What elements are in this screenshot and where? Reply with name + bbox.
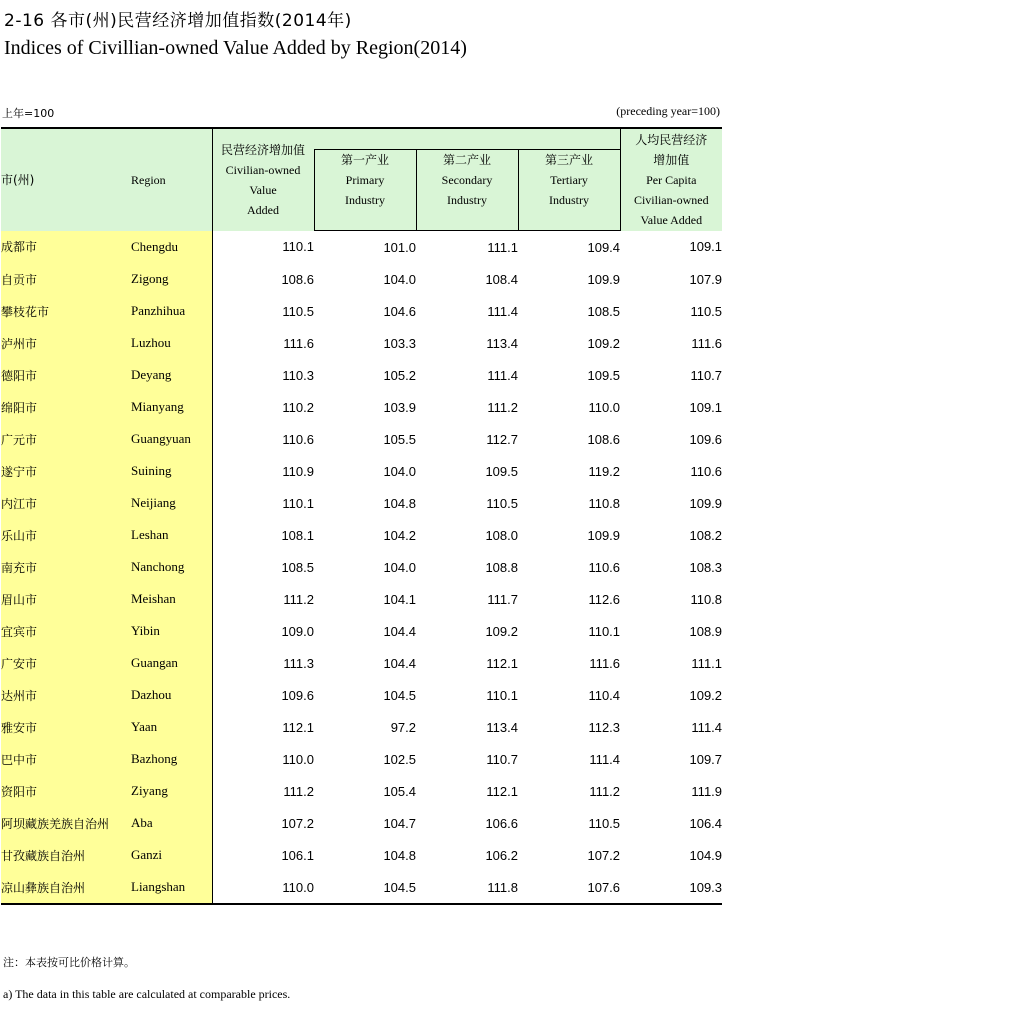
cell-tertiary: 110.6	[588, 559, 621, 575]
cell-tertiary: 109.9	[587, 271, 621, 287]
cell-secondary: 108.8	[485, 559, 518, 575]
cell-per-capita: 109.9	[689, 495, 723, 511]
table-row	[1, 327, 722, 359]
cell-region: Leshan	[131, 519, 212, 551]
cell-value-added: 111.2	[212, 583, 314, 615]
cell-secondary: 111.4	[487, 367, 518, 383]
cell-tertiary: 110.8	[588, 495, 621, 511]
cell-city: 遂宁市	[1, 455, 131, 487]
table-row	[1, 423, 722, 455]
cell-primary: 104.4	[383, 623, 416, 639]
cell-per-capita: 109.3	[620, 871, 722, 904]
cell-region: Luzhou	[131, 327, 212, 359]
cell-value-added: 108.1	[212, 519, 314, 551]
cell-tertiary: 109.5	[587, 367, 621, 383]
header-secondary: 第二产业 Secondary Industry	[416, 150, 518, 231]
header-value-added: 民营经济增加值 Civilian-owned Value Added	[212, 128, 314, 231]
cell-city: 南充市	[1, 551, 131, 583]
cell-secondary: 109.2	[485, 623, 518, 639]
cell-city: 广元市	[1, 423, 131, 455]
cell-city: 凉山彝族自治州	[1, 871, 131, 904]
cell-per-capita: 108.9	[689, 623, 723, 639]
cell-city: 资阳市	[1, 775, 131, 807]
cell-value-added: 110.3	[212, 359, 314, 391]
cell-secondary: 110.7	[486, 751, 518, 767]
cell-per-capita: 111.4	[691, 719, 723, 735]
cell-secondary: 112.1	[486, 655, 518, 671]
cell-secondary: 106.6	[485, 815, 518, 831]
cell-tertiary: 109.2	[587, 335, 621, 351]
table-row	[1, 391, 722, 423]
cell-primary: 104.8	[383, 495, 416, 511]
cell-region: Suining	[131, 455, 212, 487]
table-row	[1, 871, 722, 904]
table-row	[1, 519, 722, 551]
cell-value-added: 110.9	[212, 455, 314, 487]
cell-value-added: 110.2	[212, 391, 314, 423]
cell-secondary: 111.4	[487, 303, 518, 319]
cell-primary: 105.2	[383, 367, 416, 383]
cell-city: 攀枝花市	[1, 295, 131, 327]
table-row	[1, 551, 722, 583]
cell-primary: 104.4	[383, 655, 416, 671]
cell-city: 达州市	[1, 679, 131, 711]
cell-tertiary: 109.9	[587, 527, 621, 543]
cell-tertiary: 111.2	[589, 783, 621, 799]
unit-label-en: (preceding year=100)	[616, 104, 720, 118]
table-row	[1, 359, 722, 391]
cell-region: Neijiang	[131, 487, 212, 519]
cell-value-added: 112.1	[212, 711, 314, 743]
cell-primary: 102.5	[383, 751, 416, 767]
cell-primary: 104.0	[383, 463, 416, 479]
cell-value-added: 109.0	[212, 615, 314, 647]
cell-secondary: 108.0	[485, 527, 518, 543]
table-row	[1, 295, 722, 327]
cell-city: 甘孜藏族自治州	[1, 839, 131, 871]
cell-per-capita: 109.1	[689, 399, 723, 415]
cell-region: Nanchong	[131, 551, 212, 583]
cell-tertiary: 112.3	[588, 719, 621, 735]
cell-per-capita: 110.8	[690, 591, 723, 607]
cell-per-capita: 109.7	[689, 751, 723, 767]
cell-per-capita: 110.6	[690, 463, 723, 479]
cell-tertiary: 110.4	[588, 687, 621, 703]
cell-region: Yibin	[131, 615, 212, 647]
cell-region: Guangyuan	[131, 423, 212, 455]
cell-primary: 104.5	[314, 871, 416, 904]
cell-primary: 105.5	[383, 431, 416, 447]
header-region: Region	[131, 128, 212, 231]
cell-per-capita: 108.2	[689, 527, 723, 543]
cell-per-capita: 111.6	[691, 335, 723, 351]
table-row	[1, 839, 722, 871]
cell-primary: 103.3	[383, 335, 416, 351]
cell-tertiary: 109.4	[587, 239, 621, 255]
cell-per-capita: 109.2	[689, 687, 723, 703]
cell-primary: 105.4	[383, 783, 416, 799]
header-industry-group	[314, 128, 620, 150]
table-row	[1, 711, 722, 743]
cell-secondary: 109.5	[485, 463, 518, 479]
cell-value-added: 110.0	[212, 871, 314, 904]
cell-city: 广安市	[1, 647, 131, 679]
cell-primary: 104.5	[383, 687, 416, 703]
cell-per-capita: 110.7	[690, 367, 723, 383]
cell-city: 自贡市	[1, 263, 131, 295]
cell-region: Aba	[131, 807, 212, 839]
table-row	[1, 679, 722, 711]
cell-value-added: 110.6	[212, 423, 314, 455]
cell-value-added: 108.6	[212, 263, 314, 295]
table-row	[1, 807, 722, 839]
cell-tertiary: 119.2	[588, 463, 621, 479]
cell-value-added: 111.3	[212, 647, 314, 679]
cell-city: 雅安市	[1, 711, 131, 743]
cell-secondary: 111.2	[487, 399, 518, 415]
cell-primary: 104.2	[383, 527, 416, 543]
cell-primary: 104.6	[383, 303, 416, 319]
cell-per-capita: 104.9	[689, 847, 723, 863]
header-tertiary: 第三产业 Tertiary Industry	[518, 150, 620, 231]
cell-secondary: 110.5	[486, 495, 518, 511]
cell-tertiary: 111.4	[589, 751, 621, 767]
table-body	[1, 231, 722, 905]
cell-secondary: 111.7	[487, 591, 518, 607]
cell-secondary: 111.8	[416, 871, 518, 904]
cell-region: Panzhihua	[131, 295, 212, 327]
cell-secondary: 108.4	[485, 271, 518, 287]
cell-region: Mianyang	[131, 391, 212, 423]
cell-value-added: 110.5	[212, 295, 314, 327]
cell-city: 德阳市	[1, 359, 131, 391]
header-per-capita: 人均民营经济 增加值 Per Capita Civilian-owned Value Added	[620, 128, 722, 231]
cell-secondary: 111.1	[487, 239, 518, 255]
cell-tertiary: 107.2	[587, 847, 621, 863]
unit-label-cn: 上年=100	[2, 107, 55, 120]
cell-region: Chengdu	[131, 231, 212, 264]
cell-tertiary: 112.6	[588, 591, 621, 607]
cell-tertiary: 110.1	[588, 623, 621, 639]
table-row	[1, 583, 722, 615]
footnote-cn: 注：本表按可比价格计算。	[3, 956, 135, 969]
cell-secondary: 113.4	[486, 335, 518, 351]
cell-region: Ziyang	[131, 775, 212, 807]
cell-primary: 104.0	[383, 559, 416, 575]
cell-per-capita: 107.9	[689, 271, 723, 287]
cell-tertiary: 108.6	[587, 431, 621, 447]
table-row	[1, 455, 722, 487]
cell-city: 绵阳市	[1, 391, 131, 423]
cell-secondary: 113.4	[486, 719, 518, 735]
cell-city: 阿坝藏族羌族自治州	[1, 807, 131, 839]
cell-city: 内江市	[1, 487, 131, 519]
header-primary: 第一产业 Primary Industry	[314, 150, 416, 231]
cell-per-capita: 111.9	[691, 783, 723, 799]
cell-tertiary: 110.0	[588, 399, 621, 415]
cell-value-added: 106.1	[212, 839, 314, 871]
cell-region: Ganzi	[131, 839, 212, 871]
cell-secondary: 110.1	[486, 687, 518, 703]
table-row	[1, 487, 722, 519]
cell-city: 乐山市	[1, 519, 131, 551]
cell-primary: 104.0	[383, 271, 416, 287]
table-row	[1, 615, 722, 647]
cell-primary: 104.8	[383, 847, 416, 863]
cell-primary: 97.2	[390, 719, 416, 735]
header-city: 市(州)	[1, 128, 131, 231]
cell-primary: 104.1	[383, 591, 416, 607]
cell-value-added: 107.2	[212, 807, 314, 839]
table-row	[1, 263, 722, 295]
cell-value-added: 111.6	[212, 327, 314, 359]
cell-value-added: 110.0	[212, 743, 314, 775]
cell-primary: 103.9	[383, 399, 416, 415]
cell-region: Bazhong	[131, 743, 212, 775]
table-row	[1, 743, 722, 775]
cell-secondary: 106.2	[485, 847, 518, 863]
cell-value-added: 110.1	[212, 231, 314, 264]
cell-primary: 104.7	[383, 815, 416, 831]
data-table	[1, 127, 722, 905]
table-row	[1, 231, 722, 264]
cell-value-added: 108.5	[212, 551, 314, 583]
cell-region: Guangan	[131, 647, 212, 679]
cell-value-added: 110.1	[212, 487, 314, 519]
cell-per-capita: 110.5	[690, 303, 723, 319]
cell-primary: 101.0	[383, 239, 416, 255]
cell-tertiary: 108.5	[587, 303, 621, 319]
cell-tertiary: 110.5	[588, 815, 621, 831]
cell-region: Zigong	[131, 263, 212, 295]
cell-city: 泸州市	[1, 327, 131, 359]
cell-tertiary: 111.6	[589, 655, 621, 671]
cell-per-capita: 106.4	[689, 815, 723, 831]
table-row	[1, 647, 722, 679]
table-row	[1, 775, 722, 807]
table-title-en: Indices of Civillian-owned Value Added by Region(2014)	[4, 37, 467, 59]
cell-city: 眉山市	[1, 583, 131, 615]
cell-city: 巴中市	[1, 743, 131, 775]
cell-region: Yaan	[131, 711, 212, 743]
cell-city: 宜宾市	[1, 615, 131, 647]
cell-city: 成都市	[1, 231, 131, 264]
footnote-en: a) The data in this table are calculated at comparable prices.	[3, 987, 291, 1001]
cell-per-capita: 108.3	[689, 559, 723, 575]
cell-per-capita: 111.1	[691, 655, 723, 671]
cell-region: Meishan	[131, 583, 212, 615]
cell-per-capita: 109.6	[689, 431, 723, 447]
cell-region: Liangshan	[131, 871, 212, 904]
cell-region: Deyang	[131, 359, 212, 391]
table-title-cn: 2-16 各市(州)民营经济增加值指数(2014年)	[4, 11, 352, 31]
cell-value-added: 109.6	[212, 679, 314, 711]
cell-per-capita: 109.1	[689, 239, 723, 255]
cell-tertiary: 107.6	[518, 871, 620, 904]
cell-value-added: 111.2	[212, 775, 314, 807]
cell-region: Dazhou	[131, 679, 212, 711]
cell-secondary: 112.1	[486, 783, 518, 799]
cell-secondary: 112.7	[486, 431, 518, 447]
